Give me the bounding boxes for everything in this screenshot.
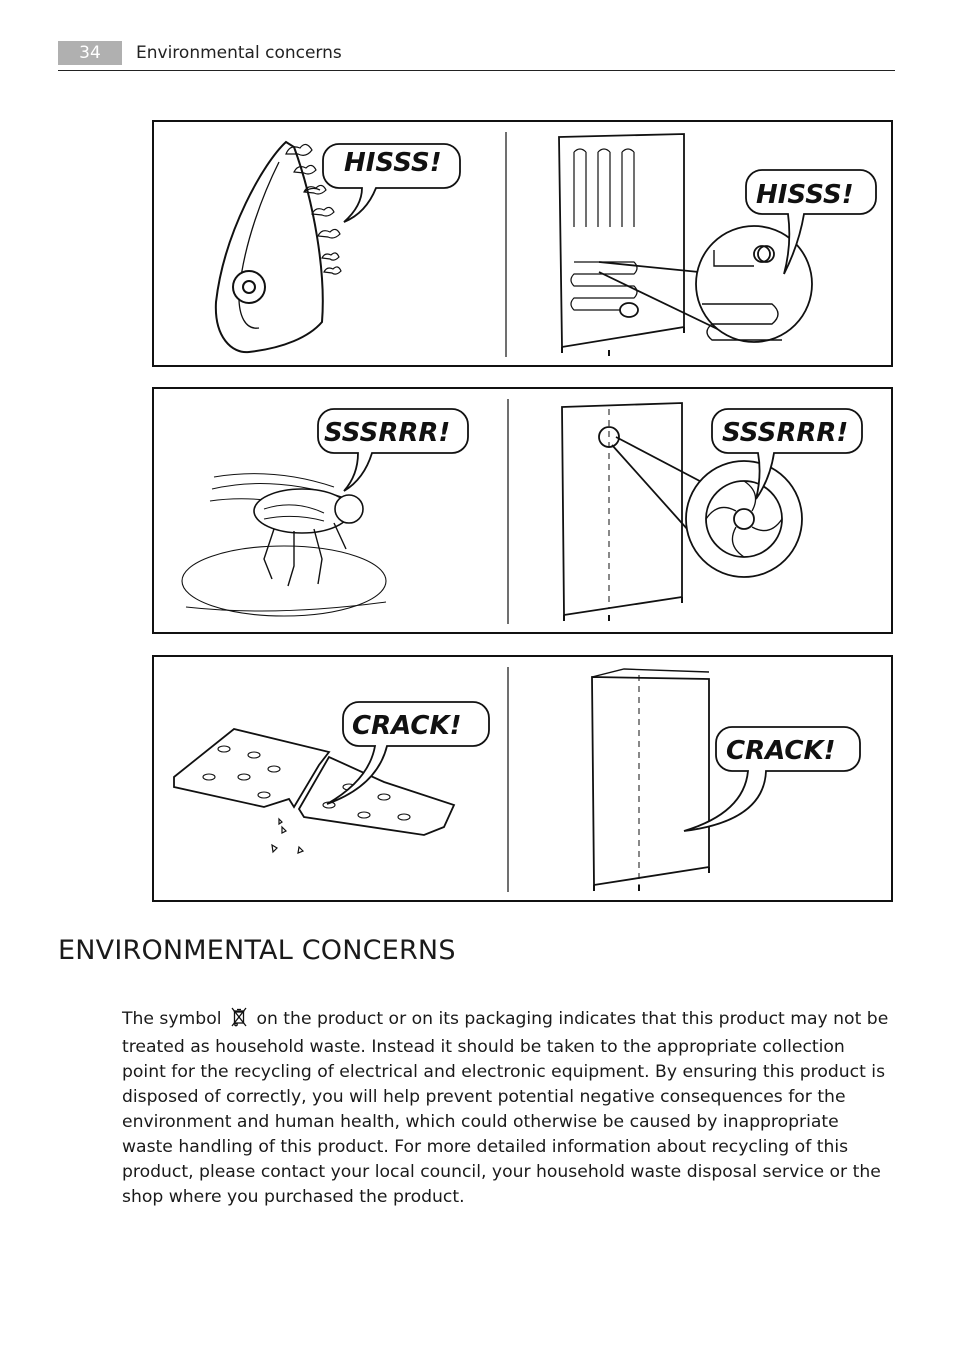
sound-right-text: HISSS! [756,180,854,210]
panel-crack [152,655,893,902]
running-header: Environmental concerns [136,43,342,63]
crossed-out-wheelie-bin-icon [231,1007,247,1035]
panel-sssrrr-illustration [154,389,895,636]
section-body [122,1007,892,1210]
page-number: 34 [58,41,122,65]
section-title: ENVIRONMENTAL CONCERNS [58,935,456,966]
sound-right-text: CRACK! [726,736,836,766]
sound-right-text: SSSRRR! [722,418,849,448]
panel-sssrrr [152,387,893,634]
body-text-before-symbol: The symbol [122,1009,222,1029]
header-rule [58,70,895,71]
fridge-back-icon [559,134,684,356]
fridge-icon [592,669,709,891]
sound-left-text: HISSS! [344,148,442,178]
sound-left-text: SSSRRR! [324,418,451,448]
body-text-after-symbol: on the product or on its packaging indicates that this product may not be treated as household waste. Instead it should be taken to the appropriate collection point for the recycling of electrical and electronic equipment. By ensuring this product is disposed of correctly, you will help prevent potential negative consequences for the environment and human health, which could otherwise be caused by inappropriate waste handling of this product. For more detailed information about recycling of this product, please contact your local council, your household waste disposal service or the shop where you purchased the product. [122,1009,889,1207]
sound-left-text: CRACK! [352,711,462,741]
panel-hisss-illustration [154,122,895,369]
panel-hisss [152,120,893,367]
broken-cracker-icon [174,729,454,853]
panel-crack-illustration [154,657,895,904]
fly-icon [182,474,386,616]
